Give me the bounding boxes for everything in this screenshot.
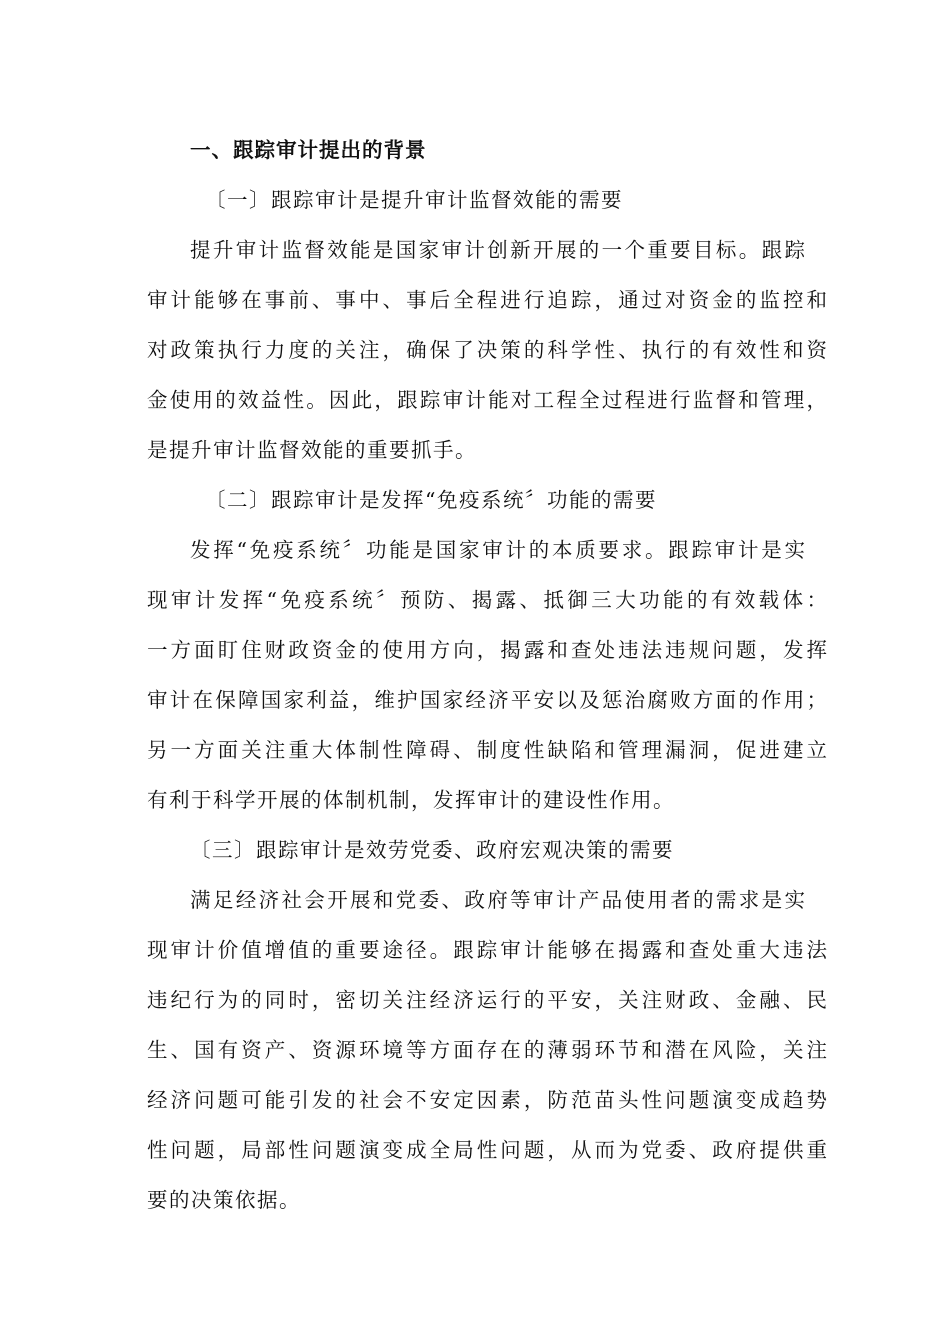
paragraph-line: 现审计发挥“免疫系统〞预防、揭露、抵御三大功能的有效载体： bbox=[147, 588, 827, 612]
subsection-title-2: 〔二〕跟踪审计是发挥“免疫系统〞功能的需要 bbox=[205, 488, 657, 512]
paragraph-line: 提升审计监督效能是国家审计创新开展的一个重要目标。跟踪 bbox=[190, 238, 805, 262]
paragraph-line: 审计能够在事前、事中、事后全程进行追踪，通过对资金的监控和 bbox=[147, 288, 827, 312]
paragraph-line: 现审计价值增值的重要途径。跟踪审计能够在揭露和查处重大违法 bbox=[147, 938, 827, 962]
paragraph-line: 经济问题可能引发的社会不安定因素，防范苗头性问题演变成趋势 bbox=[147, 1088, 827, 1112]
paragraph-line: 满足经济社会开展和党委、政府等审计产品使用者的需求是实 bbox=[190, 888, 805, 912]
paragraph-line: 审计在保障国家利益，维护国家经济平安以及惩治腐败方面的作用； bbox=[147, 688, 827, 712]
paragraph-line: 要的决策依据。 bbox=[147, 1188, 301, 1212]
section-heading: 一、跟踪审计提出的背景 bbox=[190, 138, 427, 162]
paragraph-line: 生、国有资产、资源环境等方面存在的薄弱环节和潜在风险，关注 bbox=[147, 1038, 827, 1062]
paragraph-line: 违纪行为的同时，密切关注经济运行的平安，关注财政、金融、民 bbox=[147, 988, 827, 1012]
paragraph-line: 金使用的效益性。因此，跟踪审计能对工程全过程进行监督和管理， bbox=[147, 388, 827, 412]
paragraph-line: 另一方面关注重大体制性障碍、制度性缺陷和管理漏洞，促进建立 bbox=[147, 738, 827, 762]
paragraph-line: 性问题，局部性问题演变成全局性问题，从而为党委、政府提供重 bbox=[147, 1138, 827, 1162]
paragraph-line: 有利于科学开展的体制机制，发挥审计的建设性作用。 bbox=[147, 788, 675, 812]
paragraph-line: 发挥“免疫系统〞功能是国家审计的本质要求。跟踪审计是实 bbox=[190, 538, 805, 562]
paragraph-line: 是提升审计监督效能的重要抓手。 bbox=[147, 438, 477, 462]
subsection-title-1: 〔一〕跟踪审计是提升审计监督效能的需要 bbox=[205, 188, 623, 212]
paragraph-line: 对政策执行力度的关注，确保了决策的科学性、执行的有效性和资 bbox=[147, 338, 827, 362]
paragraph-line: 一方面盯住财政资金的使用方向，揭露和查处违法违规问题，发挥 bbox=[147, 638, 827, 662]
subsection-title-3: 〔三〕跟踪审计是效劳党委、政府宏观决策的需要 bbox=[190, 838, 674, 862]
